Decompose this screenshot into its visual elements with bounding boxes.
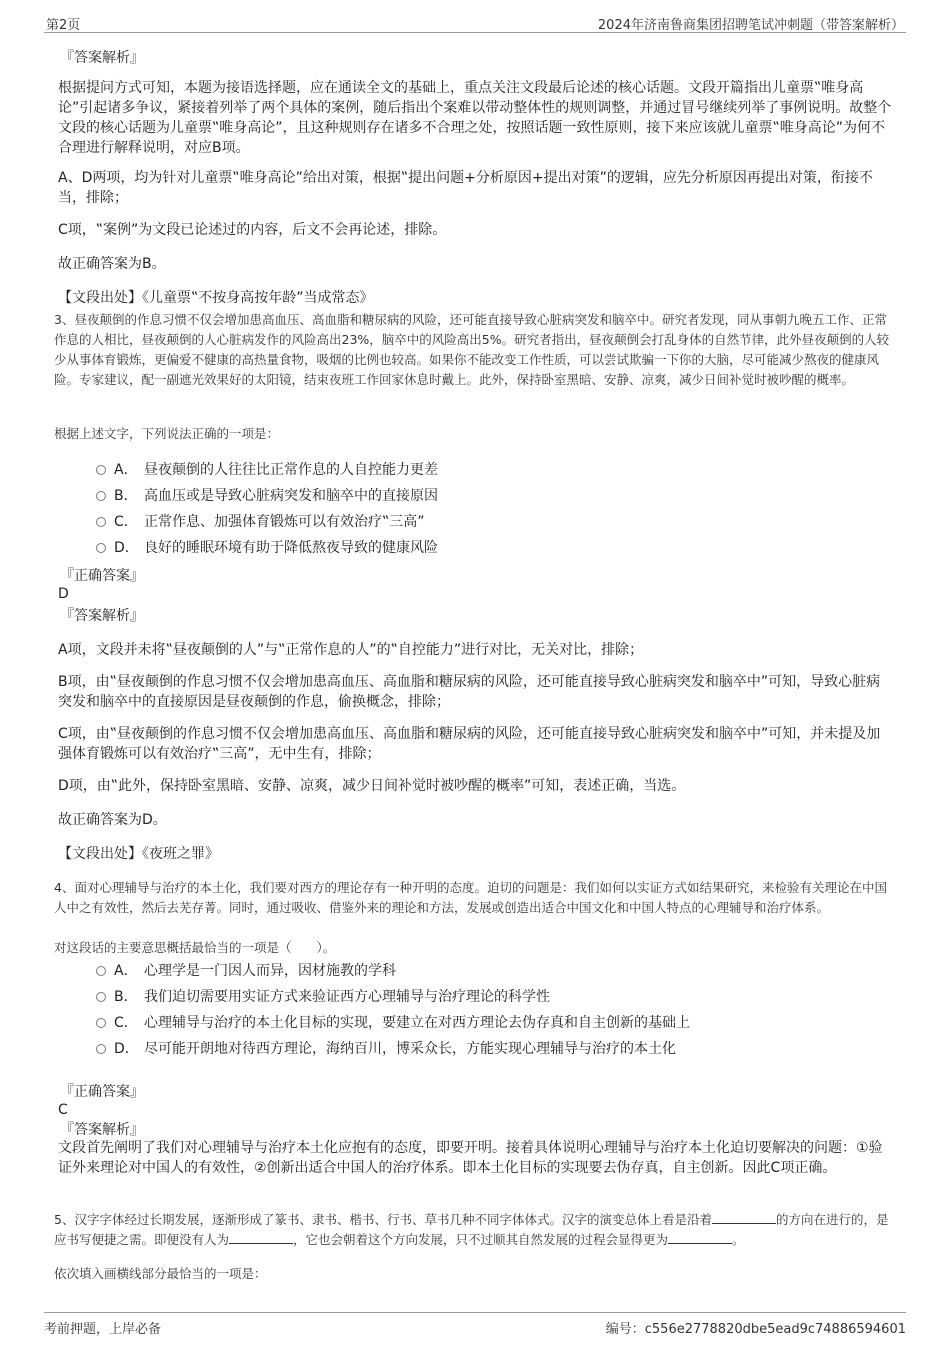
q3-option-a[interactable]: A． 昼夜颠倒的人往往比正常作息的人自控能力更差 [96, 457, 896, 483]
fill-blank-1[interactable] [712, 1211, 776, 1224]
q4-answer-label: 『正确答案』 [60, 1084, 144, 1100]
q3-options [58, 457, 896, 561]
q3-option-c[interactable]: C． 正常作息、加强体育锻炼可以有效治疗‟三高” [96, 509, 896, 535]
footer-slogan: 考前押题，上岸必备 [44, 1322, 162, 1337]
q3-stem: 3、昼夜颠倒的作息习惯不仅会增加患高血压、高血脂和糖尿病的风险，还可能直接导致心脏病突发和脑卒中。研究者发现，同从事朝九晚五工作、正常作息的人相比，昼夜颠倒的人心脏病发作的风险高出23%，脑卒中的风险高出5%。研究者指出，昼夜颠倒会打乱身体的自然节律，此外昼夜颠倒的人较少从事体育锻炼，更偏爱不健康的高热量食物，吸烟的比例也较高。如果你不能改变工作性质，可以尝试欺骗一下你的大脑，尽可能减少熬夜的健康风险。专家建议，配一副遮光效果好的太阳镜，结束夜班工作回家休息时戴上。此外，保持卧室黑暗、安静、凉爽，减少日间补觉时被吵醒的概率。 [54, 312, 890, 387]
q3-option-d[interactable]: D． 良好的睡眠环境有助于降低熬夜导致的健康风险 [96, 535, 896, 561]
q2-analysis-paragraph-2: A、D两项，均为针对儿童票‟唯身高论”给出对策，根据‟提出问题+分析原因+提出对策”的逻辑，应先分析原因再提出对策，衔接不当，排除； [58, 170, 873, 206]
q3-analysis-c: C项，由‟昼夜颠倒的作息习惯不仅会增加患高血压、高血脂和糖尿病的风险，还可能直接导致心脏病突发和脑卒中”可知，并未提及加强体育锻炼可以有效治疗‟三高”，无中生有，排除； [58, 726, 881, 762]
radio-icon[interactable] [96, 1018, 106, 1028]
q4-analysis: 文段首先阐明了我们对心理辅导与治疗本土化应抱有的态度，即要开明。接着具体说明心理辅导与治疗本土化迫切要解决的问题：①验证外来理论对中国人的有效性，②创新出适合中国人的治疗体系。即本土化目标的实现要去伪存真，自主创新。因此C项正确。 [58, 1140, 883, 1176]
q4-analysis-label: 『答案解析』 [60, 1122, 144, 1138]
page-footer [44, 1312, 906, 1337]
q4-answer: C [58, 1102, 68, 1118]
q2-conclusion: 故正确答案为B。 [58, 256, 166, 272]
q3-analysis-d: D项，由‟此外，保持卧室黑暗、安静、凉爽，减少日间补觉时被吵醒的概率”可知，表述正确，当选。 [58, 778, 686, 794]
q2-analysis-paragraph-1: 根据提问方式可知，本题为接语选择题，应在通读全文的基础上，重点关注文段最后论述的核心话题。文段开篇指出儿童票‟唯身高论”引起诸多争议，紧接着列举了两个具体的案例，随后指出个案难以带动整体性的规则调整，并通过冒号继续列举了事例说明。故整个文段的核心话题为儿童票‟唯身高论”，且这种规则存在诸多不合理之处，按照话题一致性原则，接下来应该就儿童票‟唯身高论”为何不合理进行解释说明，对应B项。 [58, 80, 892, 156]
q4-prompt: 对这段话的主要意思概括最恰当的一项是（ ）。 [54, 940, 336, 955]
q4-option-c[interactable]: C． 心理辅导与治疗的本土化目标的实现，要建立在对西方理论去伪存真和自主创新的基础上 [96, 1010, 896, 1036]
q3-answer-label: 『正确答案』 [60, 568, 144, 584]
page-header [44, 12, 906, 33]
q4-stem: 4、面对心理辅导与治疗的本土化，我们要对西方的理论存有一种开明的态度。迫切的问题是：我们如何以实证方式如结果研究，来检验有关理论在中国人中之有效性，然后去芜存菁。同时，通过吸收、借鉴外来的理论和方法，发展或创造出适合中国文化和中国人特点的心理辅导和治疗体系。 [54, 880, 887, 915]
q3-answer: D [58, 586, 69, 602]
q3-prompt: 根据上述文字，下列说法正确的一项是： [54, 426, 280, 441]
q4-options [58, 958, 896, 1062]
radio-icon[interactable] [96, 465, 106, 475]
q5-prompt: 依次填入画横线部分最恰当的一项是： [54, 1266, 267, 1281]
radio-icon[interactable] [96, 543, 106, 553]
q3-analysis-b: B项，由‟昼夜颠倒的作息习惯不仅会增加患高血压、高血脂和糖尿病的风险，还可能直接导致心脏病突发和脑卒中”可知，导致心脏病突发和脑卒中的直接原因是昼夜颠倒的作息，偷换概念，排除； [58, 674, 881, 710]
fill-blank-3[interactable] [668, 1231, 732, 1244]
q3-conclusion: 故正确答案为D。 [58, 812, 167, 828]
fill-blank-2[interactable] [229, 1231, 293, 1244]
radio-icon[interactable] [96, 491, 106, 501]
document-title: 2024年济南鲁商集团招聘笔试冲刺题（带答案解析） [597, 18, 904, 33]
q2-analysis-label: 『答案解析』 [60, 50, 144, 66]
q2-source: 【文段出处】《儿童票‟不按身高按年龄”当成常态》 [58, 290, 374, 306]
q3-analysis-a: A项，文段并未将‟昼夜颠倒的人”与‟正常作息的人”的‟自控能力”进行对比，无关对比，排除； [58, 642, 644, 658]
q4-option-b[interactable]: B． 我们迫切需要用实证方式来验证西方心理辅导与治疗理论的科学性 [96, 984, 896, 1010]
radio-icon[interactable] [96, 966, 106, 976]
q3-analysis-label: 『答案解析』 [60, 608, 144, 624]
document-code: 编号：c556e2778820dbe5ead9c74886594601 [605, 1322, 906, 1337]
q3-source: 【文段出处】《夜班之罪》 [58, 846, 219, 862]
q5-stem: 5、汉字字体经过长期发展，逐渐形成了篆书、隶书、楷书、行书、草书几种不同字体体式。汉字的演变总体上看是沿着 的方向在进行的，是应书写便捷之需。即便没有人为 ，它也会朝着这个方向发展，只不过顺其自然发展的过程会显得更为 。 [54, 1212, 889, 1247]
q2-analysis-paragraph-3: C项，‟案例”为文段已论述过的内容，后文不会再论述，排除。 [58, 222, 447, 238]
page-number: 第2页 [46, 18, 81, 33]
radio-icon[interactable] [96, 992, 106, 1002]
radio-icon[interactable] [96, 1044, 106, 1054]
q3-option-b[interactable]: B． 高血压或是导致心脏病突发和脑卒中的直接原因 [96, 483, 896, 509]
q4-option-a[interactable]: A． 心理学是一门因人而异，因材施教的学科 [96, 958, 896, 984]
radio-icon[interactable] [96, 517, 106, 527]
q4-option-d[interactable]: D． 尽可能开朗地对待西方理论，海纳百川，博采众长，方能实现心理辅导与治疗的本土化 [96, 1036, 896, 1062]
